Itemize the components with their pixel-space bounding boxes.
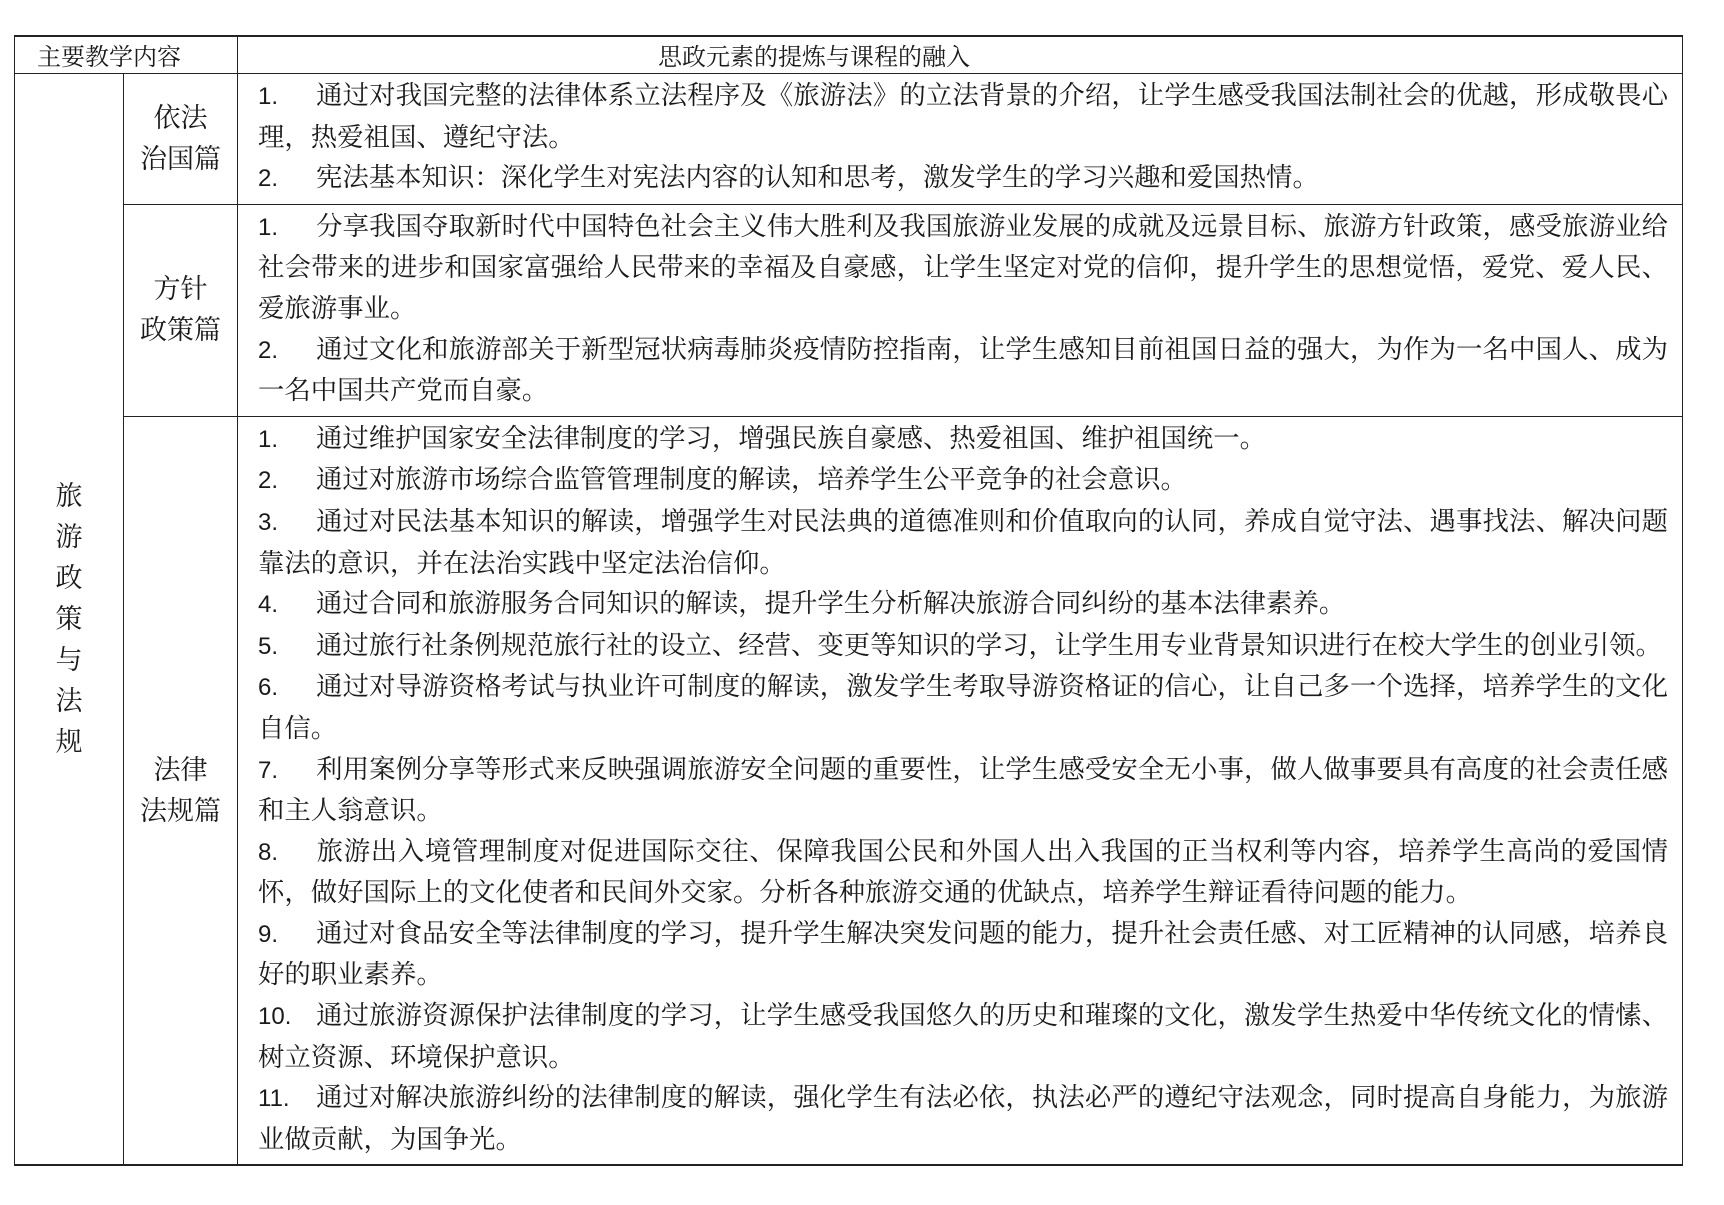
- course-name-char: 法: [55, 685, 83, 717]
- item-number: 10.: [258, 1003, 292, 1031]
- item-number: 8.: [258, 838, 279, 866]
- section-items-cell: [238, 204, 1683, 416]
- header-elements: 思政元素的提炼与课程的融入: [238, 36, 1683, 74]
- course-name-char: 游: [55, 521, 83, 553]
- item-number: 1.: [258, 213, 279, 241]
- course-name-vertical: [56, 476, 83, 763]
- item-number: 1.: [258, 83, 279, 110]
- item-text: 通过旅游资源保护法律制度的学习，让学生感受我国悠久的历史和璀璨的文化，激发学生热爱中华传统文化的情愫、树立资源、环境保护意识。: [258, 1000, 1668, 1073]
- item-number: 9.: [258, 920, 279, 948]
- list-item: [258, 158, 1668, 200]
- list-item: [258, 667, 1668, 749]
- item-number: 5.: [258, 632, 279, 660]
- item-number: 6.: [258, 674, 279, 702]
- item-text: 旅游出入境管理制度对促进国际交往、保障我国公民和外国人出入我国的正当权利等内容，培养学生高尚的爱国情怀，做好国际上的文化使者和民间外交家。分析各种旅游交通的优缺点，培养学生辩证看待问题的能力。: [258, 835, 1668, 909]
- course-name-cell: [15, 74, 124, 1166]
- section-title-line1: 依法: [153, 102, 208, 134]
- list-item: [258, 419, 1668, 461]
- section-items-cell: [238, 74, 1683, 205]
- section-title-line2: 法规篇: [140, 795, 221, 827]
- list-item: [258, 330, 1668, 412]
- item-number: 2.: [258, 165, 279, 193]
- item-number: 3.: [258, 508, 279, 536]
- section-row-policy: [15, 204, 1683, 416]
- section-title-cell: [124, 204, 238, 416]
- item-text: 通过维护国家安全法律制度的学习，增强民族自豪感、热爱祖国、维护祖国统一。: [316, 422, 1267, 454]
- item-text: 利用案例分享等形式来反映强调旅游安全问题的重要性，让学生感受安全无小事，做人做事要具有高度的社会责任感和主人翁意识。: [258, 753, 1668, 827]
- list-item: [258, 832, 1668, 914]
- item-number: 2.: [258, 467, 279, 495]
- section-title-line2: 治国篇: [140, 143, 221, 175]
- header-row: [15, 36, 1683, 74]
- list-item: [258, 76, 1668, 158]
- list-item: [258, 502, 1668, 584]
- item-text: 通过对旅游市场综合监管管理制度的解读，培养学生公平竞争的社会意识。: [316, 464, 1187, 496]
- item-text: 分享我国夺取新时代中国特色社会主义伟大胜利及我国旅游业发展的成就及远景目标、旅游方针政策，感受旅游业给社会带来的进步和国家富强给人民带来的幸福及自豪感，让学生坚定对党的信仰，提升学生的思想觉悟，爱党、爱人民、爱旅游事业。: [258, 210, 1668, 324]
- section-row-laws: [15, 416, 1683, 1165]
- list-item: [258, 626, 1668, 668]
- list-item: [258, 207, 1668, 330]
- list-item: [258, 460, 1668, 502]
- course-name-char: 与: [55, 644, 83, 676]
- item-text: 通过文化和旅游部关于新型冠状病毒肺炎疫情防控指南，让学生感知目前祖国日益的强大，为作为一名中国人、成为一名中国共产党而自豪。: [258, 333, 1668, 407]
- section-title-cell: [124, 416, 238, 1165]
- item-number: 11.: [258, 1085, 290, 1113]
- item-text: 通过旅行社条例规范旅行社的设立、经营、变更等知识的学习，让学生用专业背景知识进行在校大学生的创业引领。: [316, 629, 1662, 661]
- section-title-cell: [124, 74, 238, 205]
- header-main-content: 主要教学内容: [15, 36, 238, 74]
- item-text: 通过对解决旅游纠纷的法律制度的解读，强化学生有法必依，执法必严的遵纪守法观念，同时提高自身能力，为旅游业做贡献，为国争光。: [258, 1082, 1668, 1155]
- item-number: 2.: [258, 336, 279, 364]
- course-name-char: 旅: [55, 480, 83, 512]
- course-name-char: 策: [55, 603, 83, 635]
- item-number: 7.: [258, 756, 279, 784]
- list-item: [258, 996, 1668, 1078]
- list-item: [258, 914, 1668, 996]
- item-text: 通过合同和旅游服务合同知识的解读，提升学生分析解决旅游合同纠纷的基本法律素养。: [316, 588, 1346, 620]
- section-title-line1: 方针: [153, 274, 208, 306]
- section-title-line2: 政策篇: [140, 315, 221, 347]
- curriculum-table: [14, 35, 1683, 1166]
- item-number: 1.: [258, 425, 279, 453]
- section-title-line1: 法律: [153, 754, 208, 786]
- item-number: 4.: [258, 591, 279, 619]
- section-row-rule-of-law: [15, 74, 1683, 205]
- item-text: 通过对民法基本知识的解读，增强学生对民法典的道德准则和价值取向的认同，养成自觉守法、遇事找法、解决问题靠法的意识，并在法治实践中坚定法治信仰。: [258, 505, 1668, 579]
- course-name-char: 规: [55, 726, 83, 758]
- section-title: [133, 750, 229, 832]
- list-item: [258, 750, 1668, 832]
- course-name-char: 政: [55, 562, 83, 594]
- item-text: 通过对食品安全等法律制度的学习，提升学生解决突发问题的能力，提升社会责任感、对工匠精神的认同感，培养良好的职业素养。: [258, 917, 1668, 991]
- list-item: [258, 1078, 1668, 1160]
- item-text: 通过对导游资格考试与执业许可制度的解读，激发学生考取导游资格证的信心，让自己多一个选择，培养学生的文化自信。: [258, 671, 1668, 744]
- section-title: [133, 269, 229, 351]
- list-item: [258, 584, 1668, 626]
- section-items-cell: [238, 416, 1683, 1165]
- section-title: [133, 98, 229, 180]
- item-text: 宪法基本知识：深化学生对宪法内容的认知和思考，激发学生的学习兴趣和爱国热情。: [316, 162, 1319, 194]
- item-text: 通过对我国完整的法律体系立法程序及《旅游法》的立法背景的介绍，让学生感受我国法制社会的优越，形成敬畏心理，热爱祖国、遵纪守法。: [258, 80, 1668, 153]
